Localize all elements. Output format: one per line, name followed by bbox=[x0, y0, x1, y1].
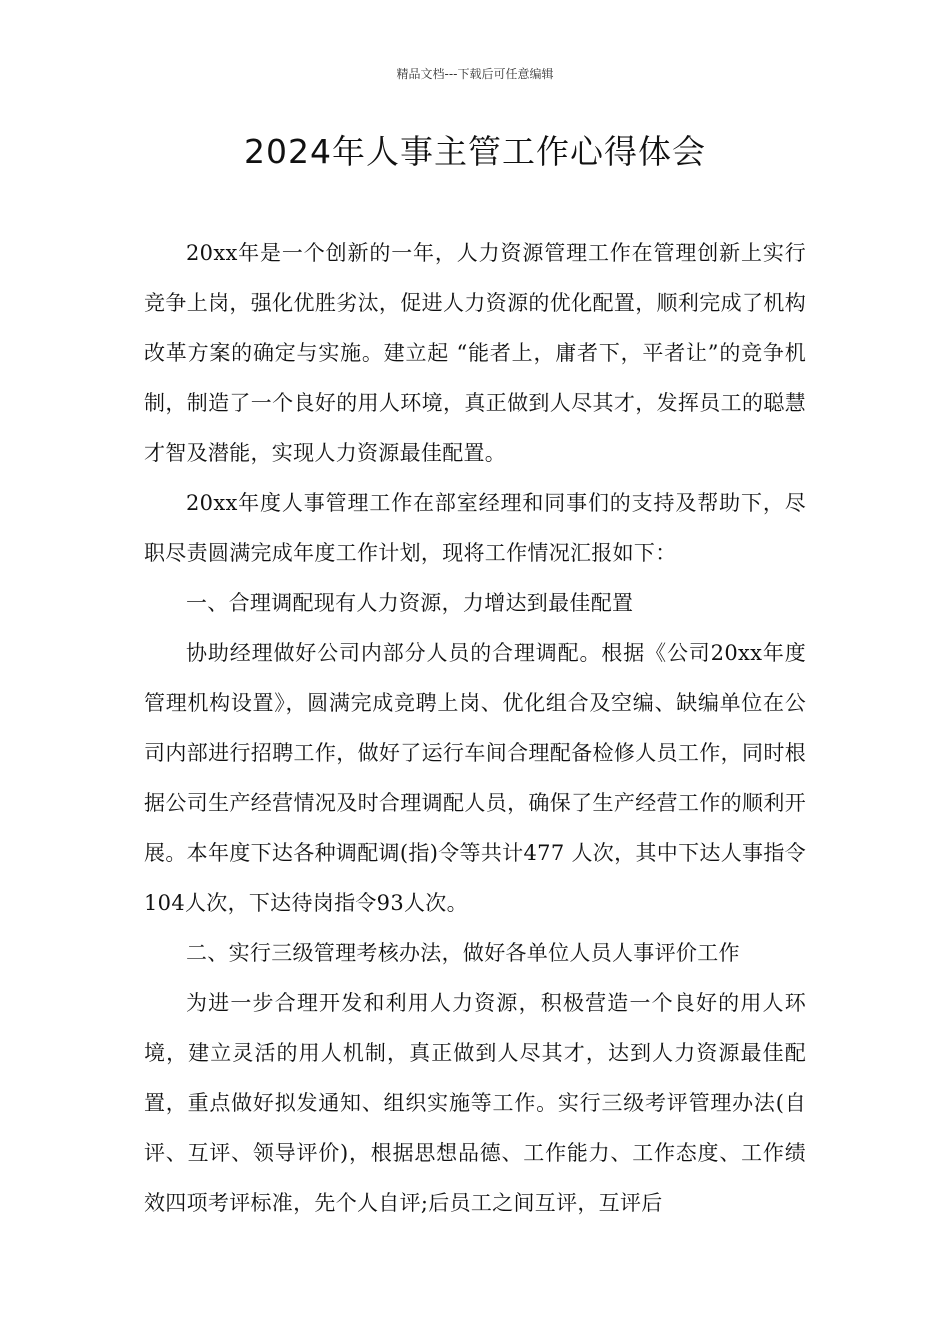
section-heading-1: 一、合理调配现有人力资源，力增达到最佳配置 bbox=[186, 591, 634, 615]
paragraph-section-1: 协助经理做好公司内部分人员的合理调配。根据《公司20xx年度管理机构设置》，圆满完成竞聘上岗、优化组合及空编、缺编单位在公司内部进行招聘工作，做好了运行车间合理配备检修人员工作，同时根据公司生产经营情况及时合理调配人员，确保了生产经营工作的顺利开展。本年度下达各种调配调(指)令等共计477 人次，其中下达人事指令104人次，下达待岗指令93人次。 bbox=[144, 641, 806, 915]
paragraph-summary: 20xx年度人事管理工作在部室经理和同事们的支持及帮助下，尽职尽责圆满完成年度工作计划，现将工作情况汇报如下： bbox=[144, 491, 806, 565]
document-body bbox=[144, 228, 806, 1228]
paragraph-intro: 20xx年是一个创新的一年，人力资源管理工作在管理创新上实行竞争上岗，强化优胜劣汰，促进人力资源的优化配置，顺利完成了机构改革方案的确定与实施。建立起 “能者上，庸者下，平者让”的竞争机制，制造了一个良好的用人环境，真正做到人尽其才，发挥员工的聪慧才智及潜能，实现人力资源最佳配置。 bbox=[144, 241, 806, 465]
document-title: 2024年人事主管工作心得体会 bbox=[244, 132, 706, 171]
page-header-watermark: 精品文档---下载后可任意编辑 bbox=[396, 67, 554, 81]
section-heading-2: 二、实行三级管理考核办法，做好各单位人员人事评价工作 bbox=[186, 941, 740, 965]
paragraph-section-2: 为进一步合理开发和利用人力资源，积极营造一个良好的用人环境，建立灵活的用人机制，真正做到人尽其才，达到人力资源最佳配置，重点做好拟发通知、组织实施等工作。实行三级考评管理办法(自评、互评、领导评价)，根据思想品德、工作能力、工作态度、工作绩效四项考评标准，先个人自评;后员工之间互评，互评后 bbox=[144, 991, 806, 1215]
